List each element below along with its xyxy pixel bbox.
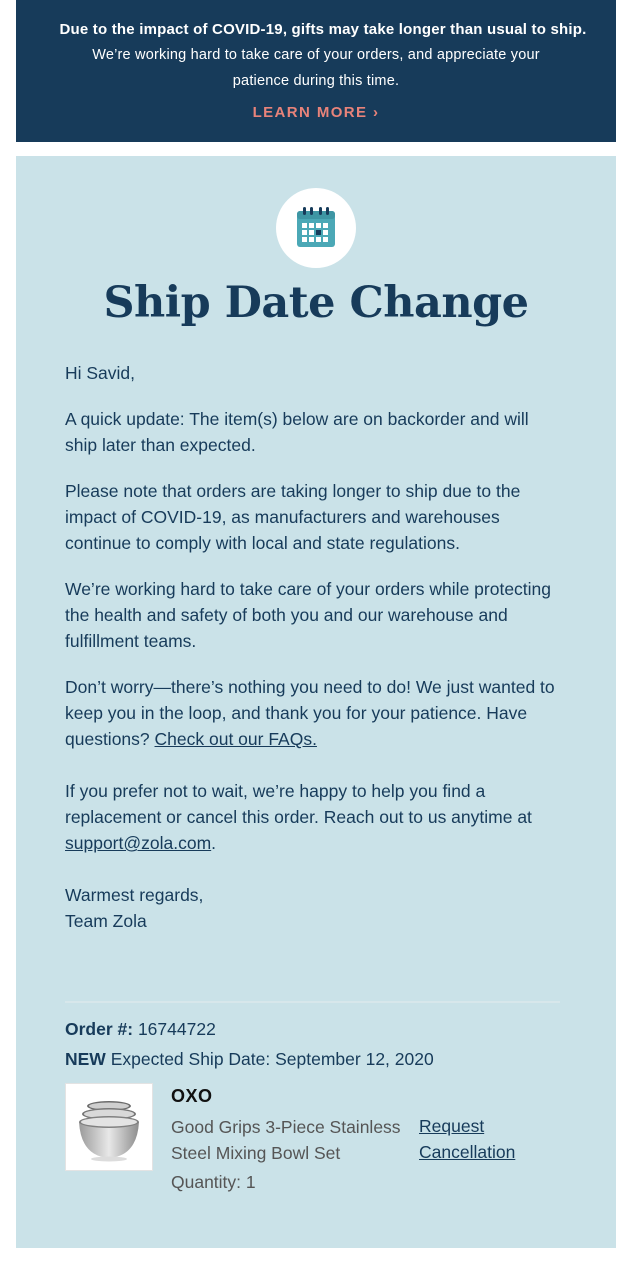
order-number-value: 16744722: [137, 1019, 216, 1039]
support-paragraph: [65, 778, 565, 856]
calendar-icon: [296, 206, 336, 248]
new-label: NEW: [65, 1049, 106, 1069]
reassurance-paragraph: [65, 674, 565, 752]
covid-banner: [16, 0, 616, 142]
order-number-label: Order #:: [65, 1019, 134, 1039]
divider: [65, 1001, 560, 1003]
signoff-text: Warmest regards,: [65, 885, 204, 905]
request-cancellation-link[interactable]: Request Cancellation: [419, 1116, 516, 1162]
greeting: Hi Savid,: [65, 363, 136, 383]
email-body: [65, 360, 565, 954]
reassurance-text: Don’t worry—there’s nothing you need to do! We just wanted to keep you in the loop, and thank you for your patience. Have questions?: [65, 677, 555, 749]
support-text: If you prefer not to wait, we’re happy to help you find a replacement or cancel this order. Reach out to us anytime at: [65, 781, 532, 827]
banner-headline: Due to the impact of COVID-19, gifts may take longer than usual to ship.: [59, 21, 587, 38]
expected-ship-date: [65, 1048, 434, 1070]
order-number: [65, 1018, 216, 1040]
product-name[interactable]: Good Grips 3-Piece Stainless Steel Mixing Bowl Set: [171, 1117, 401, 1163]
signature: Team Zola: [65, 911, 147, 931]
signoff: [65, 882, 565, 934]
mixing-bowl-image: [66, 1084, 152, 1170]
product-image[interactable]: [65, 1083, 153, 1171]
faq-link[interactable]: Check out our FAQs.: [154, 729, 317, 749]
page-title: Ship Date Change: [103, 278, 529, 328]
safety-paragraph: We’re working hard to take care of your orders while protecting the health and safety of both you and our warehouse and fulfillment teams.: [65, 579, 552, 651]
support-email-link[interactable]: support@zola.com: [65, 833, 212, 853]
learn-more-link[interactable]: LEARN MORE ›: [252, 104, 380, 121]
backorder-paragraph: A quick update: The item(s) below are on backorder and will ship later than expected.: [65, 409, 529, 455]
product-quantity: Quantity: 1: [171, 1172, 256, 1192]
ship-date-label: Expected Ship Date:: [110, 1049, 271, 1069]
calendar-icon-badge: [276, 188, 356, 268]
support-period: .: [211, 833, 217, 853]
ship-date-value: September 12, 2020: [275, 1049, 434, 1069]
email-card: [16, 156, 616, 1248]
banner-message: We’re working hard to take care of your orders, and appreciate your patience during this time.: [92, 47, 540, 89]
product-brand: OXO: [171, 1086, 213, 1106]
covid-paragraph: Please note that orders are taking longer to ship due to the impact of COVID-19, as manufacturers and warehouses continue to comply with local and state regulations.: [65, 481, 521, 553]
